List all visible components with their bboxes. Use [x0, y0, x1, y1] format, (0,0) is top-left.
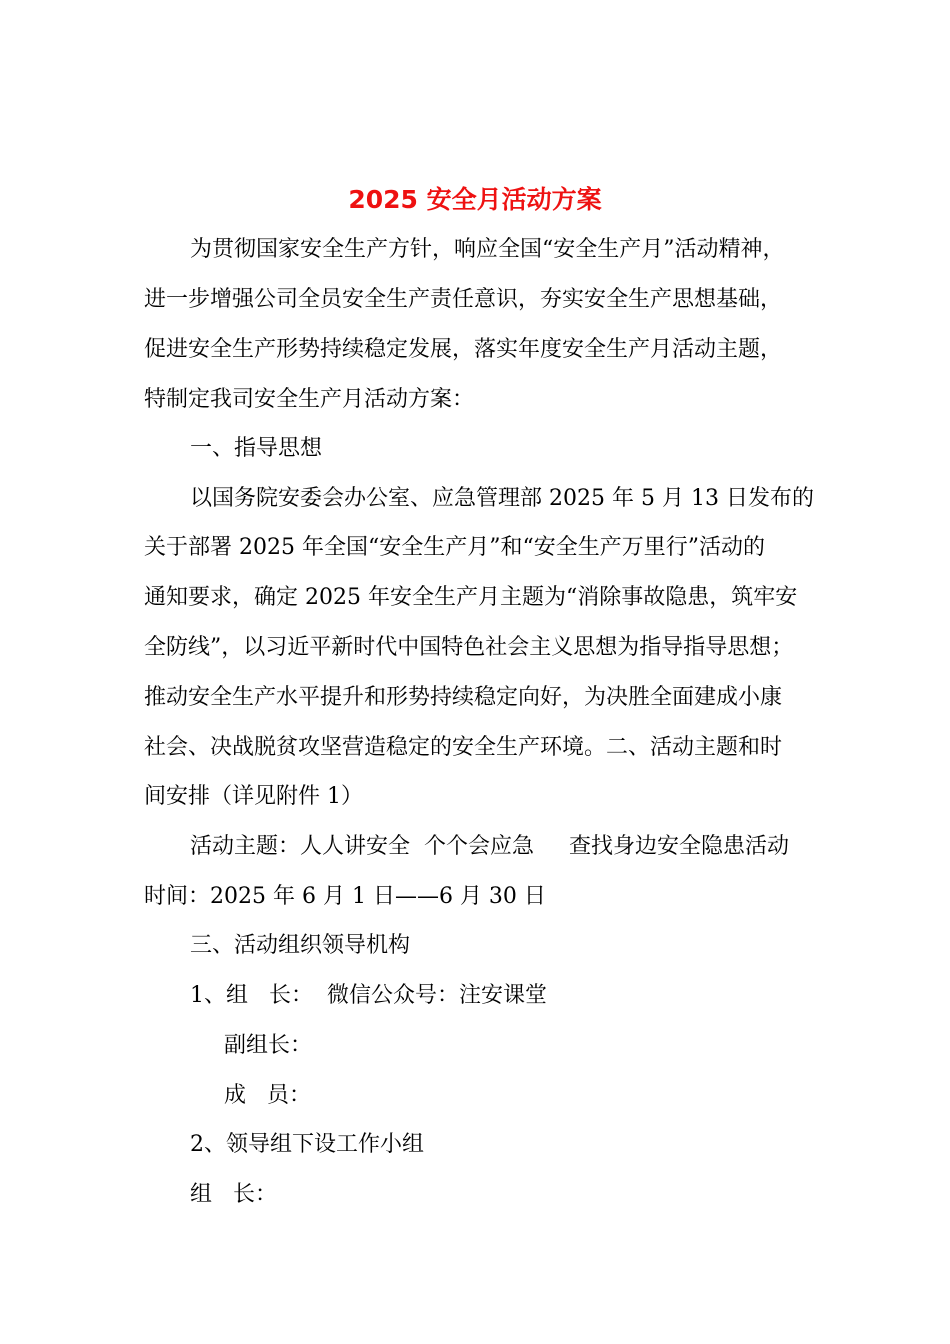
- document-title: 2025 安全月活动方案: [348, 185, 602, 214]
- section1-heading: 一、指导思想: [190, 436, 323, 461]
- section1-line: 关于部署 2025 年全国“安全生产月”和“安全生产万里行”活动的: [144, 535, 765, 560]
- time-line: 时间：2025 年 6 月 1 日——6 月 30 日: [144, 884, 546, 909]
- section1-line: 通知要求，确定 2025 年安全生产月主题为“消除事故隐患，筑牢安: [144, 585, 798, 610]
- section1-line: 全防线”，以习近平新时代中国特色社会主义思想为指导指导思想；: [144, 635, 794, 660]
- subgroup-leader-line: 组 长：: [190, 1182, 277, 1207]
- intro-line: 促进安全生产形势持续稳定发展，落实年度安全生产月活动主题，: [144, 337, 783, 362]
- intro-line: 为贯彻国家安全生产方针，响应全国“安全生产月”活动精神，: [190, 237, 785, 262]
- subgroup-line: 2、领导组下设工作小组: [190, 1132, 424, 1157]
- section1-line: 间安排（详见附件 1）: [144, 784, 363, 809]
- theme-line: 活动主题：人人讲安全 个个会应急 查找身边安全隐患活动: [190, 834, 789, 859]
- section1-line: 以国务院安委会办公室、应急管理部 2025 年 5 月 13 日发布的: [190, 486, 814, 511]
- leader-line: 1、组 长： 微信公众号：注安课堂: [190, 983, 547, 1008]
- members-line: 成 员：: [224, 1083, 311, 1108]
- section1-line: 推动安全生产水平提升和形势持续稳定向好，为决胜全面建成小康: [144, 685, 783, 710]
- intro-line: 特制定我司安全生产月活动方案：: [144, 387, 475, 412]
- deputy-leader-line: 副组长：: [224, 1033, 313, 1058]
- intro-line: 进一步增强公司全员安全生产责任意识，夯实安全生产思想基础，: [144, 287, 783, 312]
- section3-heading: 三、活动组织领导机构: [190, 933, 411, 958]
- section1-line: 社会、决战脱贫攻坚营造稳定的安全生产环境。二、活动主题和时: [144, 735, 783, 760]
